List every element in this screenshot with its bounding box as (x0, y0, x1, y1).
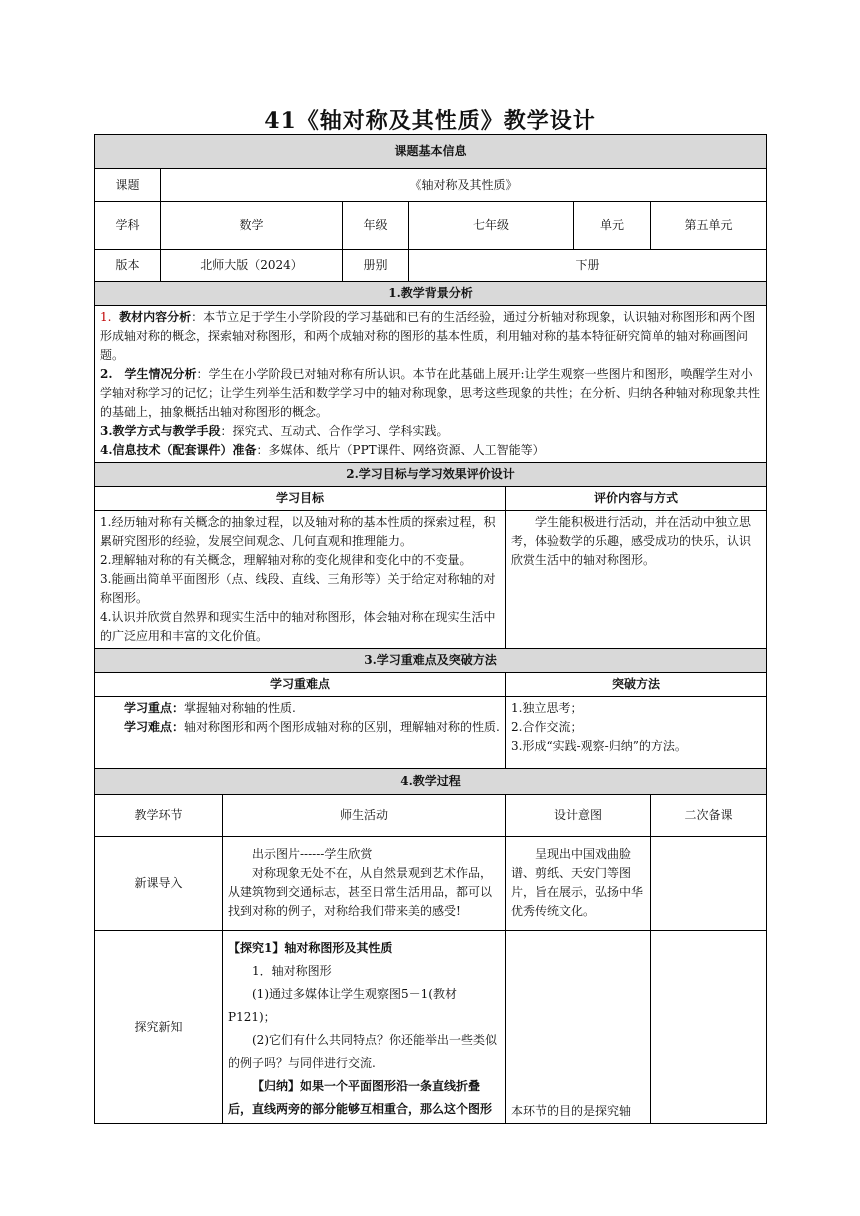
edition-label: 版本 (95, 250, 161, 282)
grade-value: 七年级 (409, 202, 574, 250)
item4-text: ：多媒体、纸片（PPT课件、网络资源、人工智能等） (256, 443, 545, 457)
focus-label: 学习重点： (124, 701, 185, 715)
item4-label: 4.信息技术（配套课件）准备 (100, 443, 257, 457)
item1-label: 教材内容分析 (119, 310, 192, 324)
topic-label: 课题 (95, 169, 161, 202)
difficulty-label: 学习难点： (124, 720, 185, 734)
focus-text: 掌握轴对称轴的性质. (184, 701, 296, 715)
intro-intent-text: 呈现出中国戏曲脸谱、剪纸、天安门等图片，旨在展示，弘扬中华优秀传统文化。 (511, 847, 644, 918)
volume-value: 下册 (409, 250, 767, 282)
background-header: 1.教学背景分析 (95, 282, 767, 306)
explore-activity (223, 931, 506, 1124)
item1-number: 1. (100, 310, 112, 324)
keypoints-content (95, 697, 506, 769)
intro-intent (506, 837, 651, 931)
goal-item: 1.经历轴对称有关概念的抽象过程，以及轴对称的基本性质的探索过程，积累研究图形的经验，发展空间观念、几何直观和推理能力。 (100, 515, 496, 548)
stage-intro: 新课导入 (95, 837, 223, 931)
background-content (95, 306, 767, 463)
basic-info-header: 课题基本信息 (95, 135, 767, 169)
lesson-plan-table (94, 134, 767, 1124)
intro-line1: 出示图片------学生欣赏 (252, 847, 373, 861)
goal-item: 3.能画出简单平面图形（点、线段、直线、三角形等）关于给定对称轴的对称图形。 (100, 572, 496, 605)
goal-item: 2.理解轴对称的有关概念，理解轴对称的变化规律和变化中的不变量。 (100, 553, 472, 567)
process-col-review: 二次备课 (651, 795, 767, 837)
method-item: 2.合作交流； (511, 720, 583, 734)
methods-content (506, 697, 767, 769)
explore-review (651, 931, 767, 1124)
evaluation-col-header: 评价内容与方式 (506, 487, 767, 511)
keypoints-header: 3.学习重难点及突破方法 (95, 649, 767, 673)
method-item: 3.形成“实践-观察-归纳”的方法。 (511, 739, 687, 753)
process-col-intent: 设计意图 (506, 795, 651, 837)
subject-label: 学科 (95, 202, 161, 250)
difficulty-text: 轴对称图形和两个图形成轴对称的区别，理解轴对称的性质. (184, 720, 500, 734)
goal-item: 4.认识并欣赏自然界和现实生活中的轴对称图形，体会轴对称在现实生活中的广泛应用和丰富的文化价值。 (100, 610, 496, 643)
methods-col-header: 突破方法 (506, 673, 767, 697)
grade-label: 年级 (343, 202, 409, 250)
summary-label: 【归纳】 (252, 1079, 301, 1093)
edition-value: 北师大版（2024） (161, 250, 343, 282)
keypoints-col-header: 学习重难点 (95, 673, 506, 697)
objectives-header: 2.学习目标与学习效果评价设计 (95, 463, 767, 487)
unit-value: 第五单元 (651, 202, 767, 250)
intro-activity (223, 837, 506, 931)
explore-step2: (2)它们有什么共同特点？你还能举出一些类似的例子吗？与同伴进行交流. (228, 1033, 497, 1070)
evaluation-text: 学生能积极进行活动，并在活动中独立思考，体验数学的乐趣，感受成功的快乐，认识欣赏生活中的轴对称图形。 (511, 515, 752, 567)
evaluation-content (506, 511, 767, 649)
process-header: 4.教学过程 (95, 769, 767, 795)
item3-text: ：探究式、互动式、合作学习、学科实践。 (220, 424, 449, 438)
document-title: 41《轴对称及其性质》教学设计 (264, 108, 596, 134)
item2-text: ：学生在小学阶段已对轴对称有所认识。本节在此基础上展开:让学生观察一些图片和图形，唤醒学生对小学轴对称学习的记忆；让学生列举生活和数学学习中的轴对称现象，思考这些现象的共性；在分析、归纳各种轴对称现象共性的基础上，抽象概括出轴对称图形的概念。 (100, 367, 761, 419)
volume-label: 册别 (343, 250, 409, 282)
item3-label: 3.教学方式与教学手段 (100, 424, 221, 438)
goals-list (95, 511, 506, 649)
stage-explore: 探究新知 (95, 931, 223, 1124)
summary-text: 如果一个平面图形沿一条直线折叠后，直线两旁的部分能够互相重合，那么这个图形 (228, 1079, 493, 1116)
subject-value: 数学 (161, 202, 343, 250)
goals-col-header: 学习目标 (95, 487, 506, 511)
explore-title: 【探究1】轴对称图形及其性质 (228, 941, 393, 955)
item1-text: ：本节立足于学生小学阶段的学习基础和已有的生活经验，通过分析轴对称现象，认识轴对称图形和两个图形成轴对称的概念，探索轴对称图形，和两个成轴对称的图形的基本性质，利用轴对称的基本特征研究简单的轴对称画图问题。 (100, 310, 756, 362)
method-item: 1.独立思考； (511, 701, 583, 715)
process-col-activity: 师生活动 (223, 795, 506, 837)
explore-step1: (1)通过多媒体让学生观察图5－1(教材P121)； (228, 987, 457, 1024)
explore-intent-text: 本环节的目的是探究轴 (511, 1104, 632, 1118)
explore-sub1: 1．轴对称图形 (252, 964, 332, 978)
intro-review (651, 837, 767, 931)
process-col-stage: 教学环节 (95, 795, 223, 837)
unit-label: 单元 (574, 202, 651, 250)
explore-intent (506, 931, 651, 1124)
item2-label: 2. 学生情况分析 (100, 367, 197, 381)
intro-line2: 对称现象无处不在，从自然景观到艺术作品，从建筑物到交通标志，甚至日常生活用品，都可以找到对称的例子，对称给我们带来美的感受! (228, 866, 493, 918)
topic-value: 《轴对称及其性质》 (161, 169, 767, 202)
